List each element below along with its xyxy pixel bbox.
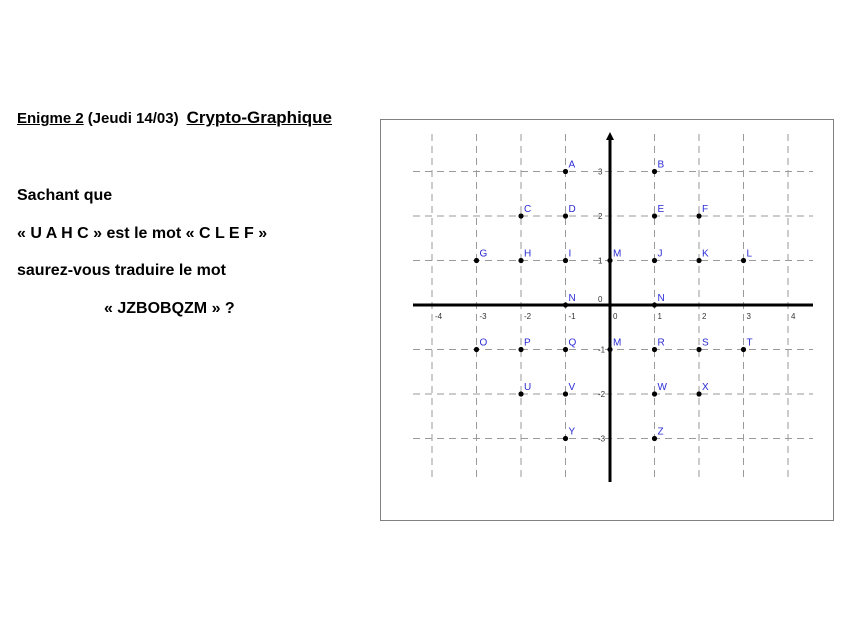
grid-point — [652, 169, 657, 174]
grid-point — [518, 391, 523, 396]
letter-i-label: I — [568, 248, 572, 260]
letter-z-label: Z — [657, 426, 664, 438]
y-tick-label: 2 — [598, 212, 603, 221]
y-tick-label: -3 — [598, 434, 606, 444]
y-axis-arrow — [606, 132, 614, 140]
grid-point — [563, 258, 568, 263]
grid-point — [652, 347, 657, 352]
grid-point — [563, 169, 568, 174]
letter-d-label: D — [568, 204, 576, 215]
letter-y-label: Y — [568, 426, 576, 438]
grid-point — [696, 213, 701, 218]
riddle-number: Enigme 2 — [17, 110, 84, 127]
coordinate-grid-figure — [380, 119, 834, 521]
letter-u-label: U — [524, 382, 532, 393]
x-tick-label: 4 — [791, 312, 796, 321]
riddle-line-1: Sachant que — [17, 187, 113, 204]
letter-m-label: M — [613, 248, 622, 260]
grid-point — [696, 391, 701, 396]
x-tick-label: -1 — [568, 312, 576, 321]
axes — [413, 132, 813, 482]
letter-q-label: Q — [568, 337, 577, 349]
coordinate-grid — [381, 120, 833, 520]
letter-points — [474, 160, 753, 442]
grid-point — [607, 258, 612, 263]
letter-j-label: J — [657, 248, 663, 260]
grid-point — [652, 302, 657, 307]
grid-point — [474, 258, 479, 263]
y-tick-label: -1 — [598, 345, 606, 355]
letter-k-label: K — [702, 248, 709, 260]
riddle-heading — [17, 108, 332, 128]
letter-f-label: F — [702, 204, 709, 215]
grid-point — [741, 347, 746, 352]
gridlines — [413, 134, 813, 482]
grid-point — [563, 302, 568, 307]
letter-l-label: L — [746, 248, 753, 260]
riddle-question: « JZBOBQZM » ? — [104, 300, 235, 317]
x-tick-label: -3 — [479, 312, 487, 321]
riddle-line-2: « U A H C » est le mot « C L E F » — [17, 225, 268, 242]
letter-s-label: S — [702, 337, 709, 349]
letter-v-label: V — [568, 382, 576, 393]
grid-point — [652, 391, 657, 396]
grid-point — [652, 213, 657, 218]
grid-point — [607, 347, 612, 352]
letter-c-label: C — [524, 204, 532, 215]
y-tick-label: -2 — [598, 390, 606, 399]
riddle-subject: Crypto-Graphique — [186, 108, 333, 127]
y-tick-label: 0 — [598, 295, 603, 304]
letter-h-label: H — [524, 248, 532, 260]
riddle-line-3: saurez-vous traduire le mot — [17, 262, 226, 279]
riddle-date: (Jeudi 14/03) — [87, 110, 179, 127]
letter-p-label: P — [524, 337, 531, 349]
grid-point — [518, 213, 523, 218]
grid-point — [563, 347, 568, 352]
x-tick-label: -4 — [435, 312, 443, 321]
letter-a-label: A — [568, 159, 576, 171]
x-tick-label: 3 — [746, 312, 751, 321]
grid-point — [563, 436, 568, 441]
letter-t-label: T — [746, 337, 753, 349]
y-tick-label: 3 — [598, 167, 603, 177]
grid-point — [652, 258, 657, 263]
x-tick-label: 2 — [702, 312, 707, 321]
letter-b-label: B — [657, 159, 665, 171]
letter-o-label: O — [479, 337, 488, 349]
grid-point — [474, 347, 479, 352]
letter-n-label: N — [657, 293, 665, 304]
letter-r-label: R — [657, 337, 665, 349]
letter-x-label: X — [702, 382, 709, 393]
grid-point — [696, 347, 701, 352]
letter-w-label: W — [657, 382, 667, 393]
grid-point — [696, 258, 701, 263]
x-tick-label: -2 — [524, 312, 532, 321]
letter-n-label: N — [568, 293, 576, 304]
x-tick-label: 0 — [613, 312, 618, 321]
x-tick-label: 1 — [657, 312, 662, 321]
letter-m-label: M — [613, 337, 622, 349]
grid-point — [518, 258, 523, 263]
letter-e-label: E — [657, 204, 665, 215]
grid-point — [563, 213, 568, 218]
grid-point — [518, 347, 523, 352]
y-tick-label: 1 — [598, 256, 603, 266]
letter-g-label: G — [479, 248, 488, 260]
grid-point — [563, 391, 568, 396]
grid-point — [652, 436, 657, 441]
grid-point — [741, 258, 746, 263]
